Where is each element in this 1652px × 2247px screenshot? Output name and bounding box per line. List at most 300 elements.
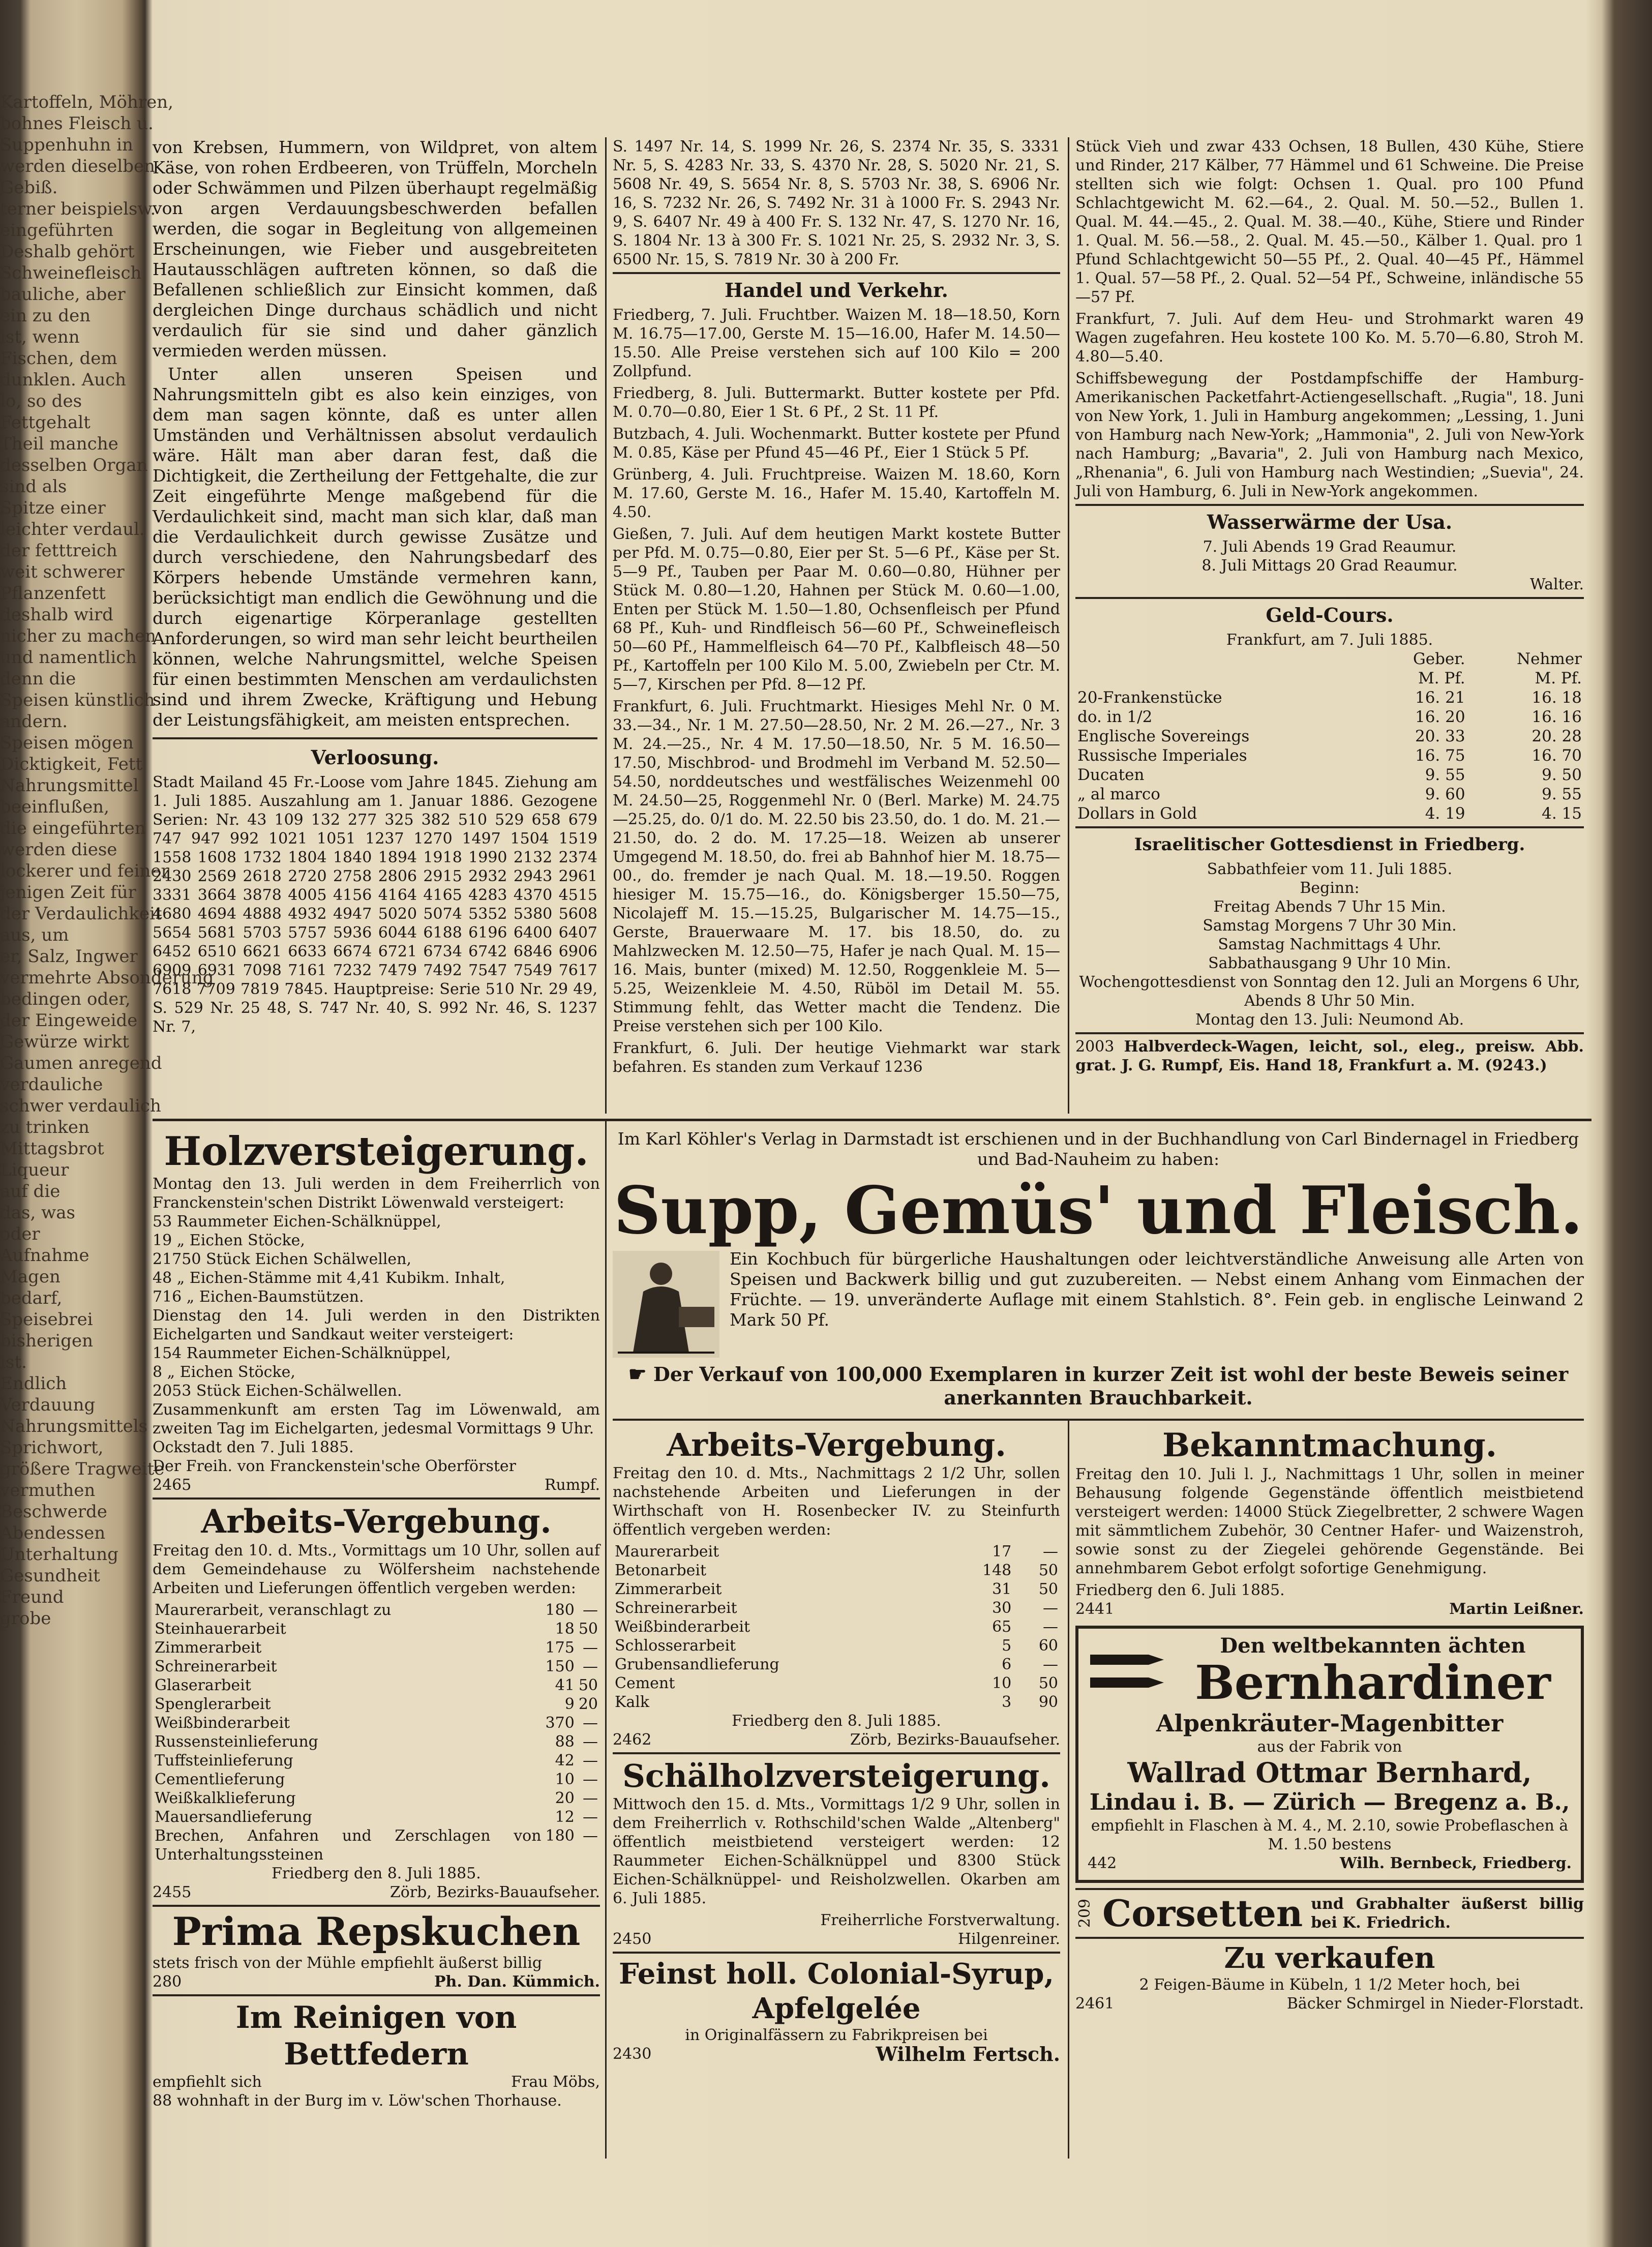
repskuchen-text: stets frisch von der Mühle empfiehlt äußerst billig <box>153 1954 543 1972</box>
geld-heading: Geld-Cours. <box>1266 604 1394 626</box>
table-row <box>153 1732 600 1751</box>
margin-fragment: Verdauung <box>0 1395 96 1415</box>
column-rule <box>605 1121 607 2159</box>
margin-fragment: vermuthen <box>0 1480 96 1501</box>
book-banner <box>613 1363 1584 1410</box>
book-banner-text: Der Verkauf von 100,000 Exemplaren in kurzer Zeit ist wohl der beste Beweis seiner anerkannten Brauchbarkeit. <box>653 1363 1569 1409</box>
gottesdienst-lines <box>1075 860 1584 1029</box>
holz-heading: Holzversteigerung. <box>164 1128 589 1175</box>
column-2 <box>613 137 1060 1080</box>
margin-fragment: eingeführten <box>0 220 114 241</box>
holz-line: 48 „ Eichen-Stämme mit 4,41 Kubikm. Inhalt, <box>153 1269 505 1287</box>
wagen-ad-text: Halbverdeck-Wagen, leicht, sol., eleg., preisw. Abb. grat. J. G. Rumpf, Eis. Hand 18, Frankfurt a. M. (9243.) <box>1075 1038 1584 1074</box>
margin-fragment: deshalb wird <box>0 605 113 625</box>
article-paragraph-2: Unter allen unseren Speisen und Nahrungsmitteln gibt es also kein einziges, von dem man sagen könnte, daß es unter allen Umständen und Verhältnissen absolut verdaulich wäre. Hält man aber daran fest, daß die Dichtigkeit, die Zertheilung der Fettgehalte, die zur Zeit eingeführte Menge maßgebend für die Verdaulichkeit sind, macht man sich klar, daß man die Verdaulichkeit durch gewisse Zusätze und durch verschiedene, den Nahrungsbedarf des Körpers hebende Umstände vermehren kann, berücksichtigt man endlich die Gewöhnung und die durch eigenartige Körperanlage gestellten Anforderungen, so wird man sehr leicht beurtheilen können, welche Nahrungsmittel, welche Speisen für einen bestimmten Menschen am verdaulichsten sind und ihrem Zwecke, Kräftigung und Hebung der Leistungsfähigkeit, am meisten entsprechen. <box>153 364 597 730</box>
margin-fragment: auf die <box>0 1181 61 1202</box>
market-reports <box>613 306 1060 1076</box>
work-mark: 65 <box>992 1618 1012 1636</box>
geld-nehmer: 16. 16 <box>1531 708 1582 726</box>
market-report: Frankfurt, 6. Juli. Der heutige Viehmarkt war stark befahren. Es standen zum Verkauf 1236 <box>613 1039 1060 1076</box>
table-row <box>153 1789 600 1808</box>
work-item: Cementlieferung <box>155 1771 285 1788</box>
verkaufen-heading: Zu verkaufen <box>1224 1941 1435 1975</box>
table-row <box>613 1561 1060 1580</box>
table-row <box>153 1657 600 1676</box>
work-mark: 41 <box>555 1676 575 1694</box>
margin-fragment: Deshalb gehört <box>0 242 135 262</box>
geld-nehmer: 9. 50 <box>1542 766 1582 784</box>
bernhardiner-ad <box>1075 1626 1584 1883</box>
work-pfennig: — <box>1043 1656 1058 1673</box>
work-item: Grubensandlieferung <box>615 1656 779 1673</box>
margin-fragment: nicher zu machen <box>0 626 156 646</box>
wagen-ad <box>1075 1037 1584 1075</box>
column-rule <box>1068 137 1069 1114</box>
work-pfennig: 90 <box>1038 1693 1058 1711</box>
work-mark: 12 <box>555 1808 575 1826</box>
arbeit2-date: Friedberg den 8. Juli 1885. <box>732 1712 941 1730</box>
column-rule <box>605 137 607 1114</box>
ad-number: 280 <box>153 1973 182 1991</box>
margin-fragment: denn die <box>0 669 76 689</box>
work-mark: 3 <box>1002 1693 1012 1711</box>
margin-fragment: größere Tragweite <box>0 1459 165 1479</box>
margin-fragment: grobe <box>0 1608 51 1629</box>
margin-fragment: Nahrungsmittels <box>0 1416 148 1436</box>
holz-line: Montag den 13. Juli werden in dem Freiherrlich von Franckenstein'schen Distrikt Löwenwald versteigert: <box>153 1175 600 1212</box>
geld-nehmer: 16. 18 <box>1531 688 1582 707</box>
margin-fragment: Schweinefleisch <box>0 263 142 283</box>
section-rule <box>613 1419 1584 1421</box>
work-item: Weißbinderarbeit <box>155 1714 290 1732</box>
work-item: Weißbinderarbeit <box>615 1618 750 1636</box>
geld-nehmer: 20. 28 <box>1531 727 1582 745</box>
geld-label: 20-Frankenstücke <box>1077 688 1222 707</box>
ad-number: 442 <box>1088 1854 1117 1872</box>
geld-row <box>1075 727 1584 746</box>
column-3 <box>1075 137 1584 1075</box>
market-report: Frankfurt, 6. Juli. Fruchtmarkt. Hiesiges Mehl Nr. 0 M. 33.—34., Nr. 1 M. 27.50—28.50, Nr. 2 M. 26.—27., Nr. 3 M. 24.—25., Nr. 4 M. 17.50—18.50, Nr. 5 M. 16.50—17.50, Mischbrod- und Brodmehl im Verband M. 52.50—54.50, norddeutsches und westfälisches Weizenmehl 00 M. 24.50—25, Roggenmehl Nr. 0 (Berl. Marke) M. 24.75—25.25, do. 0/1 do. M. 22.50 bis 23.50, do. 1 do. M. 21.—21.50, do. 2 do. M. 17.25—18. Weizen ab unserer Umgegend M. 18.50, do. frei ab Bahnhof hier M. 18.75—00., do. fremder je nach Qual. M. 18.—19.50. Roggen hiesiger M. 15.75—16., do. Königsberger 15.50—75, Nicolajeff M. 15.—15.25, Bulgarischer M. 14.75—15., Gerste, Brauerwaare M. 17. bis 18.50, do. zu Mahlzwecken M. 12.50—75, Hafer je nach Qual. M. 15—16. Mais, bunter (mixed) M. 12.50, Roggenkleie M. 5—5.25, Weizenkleie M. 4.50, Rüböl im Detail M. 55. Stimmung fehlt, das Wetter macht die Tendenz. Die Preise verstehen sich per 100 Kilo. <box>613 698 1060 1035</box>
bernhardiner-sign: Wilh. Bernbeck, Friedberg. <box>1339 1854 1572 1872</box>
ad-number: 2450 <box>613 1930 652 1948</box>
margin-fragment: der Eingeweide <box>0 1010 138 1031</box>
cook-illustration-icon <box>613 1251 719 1358</box>
margin-fragment: das, was <box>0 1203 75 1223</box>
margin-fragment: bedarf, <box>0 1288 63 1308</box>
bernhardiner-from: aus der Fabrik von <box>1257 1738 1402 1756</box>
geld-geber: 9. 55 <box>1425 766 1465 784</box>
geld-label: Ducaten <box>1077 766 1145 784</box>
arbeit1-date: Friedberg den 8. Juli 1885. <box>272 1865 481 1882</box>
table-row <box>613 1580 1060 1599</box>
gottesdienst-line: Samstag Morgens 7 Uhr 30 Min. <box>1203 917 1457 935</box>
work-item: Schreinerarbeit <box>615 1599 737 1617</box>
geld-nehmer: 9. 55 <box>1542 785 1582 803</box>
bernhardiner-sub: Alpenkräuter-Magenbitter <box>1156 1710 1504 1737</box>
margin-fragment: desselben Organ <box>0 455 148 475</box>
geld-label: Englische Sovereings <box>1077 727 1250 745</box>
ad-number: 209 <box>1076 1899 1094 1928</box>
work-item: Zimmerarbeit <box>155 1639 262 1657</box>
margin-fragment: der fetttreich <box>0 541 117 561</box>
schaelholz-sign2: Hilgenreiner. <box>958 1930 1060 1948</box>
bekanntmachung-heading: Bekanntmachung. <box>1162 1426 1497 1464</box>
geld-col-unit: M. Pf. <box>1418 669 1465 687</box>
ads-left-column <box>153 1129 600 2110</box>
geld-row <box>1075 707 1584 727</box>
table-row <box>153 1620 600 1638</box>
margin-fragment: beeinflußen, <box>0 797 109 817</box>
table-row <box>613 1674 1060 1693</box>
table-row <box>613 1617 1060 1636</box>
book-intro: Im Karl Köhler's Verlag in Darmstadt ist erschienen und in der Buchhandlung von Carl Bindernagel in Friedberg und Bad-Nauheim zu haben: <box>617 1129 1579 1169</box>
table-row <box>613 1599 1060 1617</box>
work-mark: 180 <box>545 1601 575 1619</box>
geld-nehmer: 4. 15 <box>1542 804 1582 823</box>
margin-fragment: Speisen künstlich <box>0 690 155 710</box>
column-1 <box>153 137 597 1039</box>
gottesdienst-line: Montag den 13. Juli: Neumond Ab. <box>1195 1011 1464 1029</box>
margin-fragment: bauliche, aber <box>0 284 126 305</box>
corsetten-heading: Corsetten <box>1102 1892 1303 1935</box>
work-mark: 370 <box>545 1714 575 1732</box>
work-mark: 10 <box>555 1771 575 1788</box>
bettfedern-text: empfiehlt sich <box>153 2073 262 2091</box>
work-mark: 180 <box>545 1827 575 1845</box>
geld-row <box>1075 765 1584 785</box>
bettfedern-name: Frau Möbs, <box>511 2073 600 2091</box>
bettfedern-line <box>153 2073 600 2091</box>
bekanntmachung-text: Freitag den 10. Juli l. J., Nachmittags 1 Uhr, sollen in meiner Behausung folgende Gegenstände öffentlich meistbietend versteigert werden: 14000 Stück Ziegelbretter, 2 schwere Wagen mit sämmtlichem Zubehör, 30 Centner Hafer- und Waizenstroh, sowie sonst zu der Ziegelei gehörende Gegenstände. Bei annehmbarem Gebot erfolgt sofortige Genehmigung. <box>1075 1465 1584 1577</box>
arbeit2-table <box>613 1542 1060 1712</box>
schaelholz-sign: Freiherrliche Forstverwaltung. <box>820 1911 1060 1929</box>
bernhardiner-maker: Wallrad Ottmar Bernhard, <box>1127 1756 1532 1789</box>
ad-number: 2455 <box>153 1883 192 1901</box>
work-item: Schreinerarbeit <box>155 1658 277 1675</box>
bernhardiner-footer <box>1088 1854 1572 1873</box>
margin-fragment: schwer verdaulich <box>0 1096 161 1116</box>
margin-fragment: dunklen. Auch <box>0 370 127 390</box>
bernhardiner-cities: Lindau i. B. — Zürich — Bregenz a. B., <box>1089 1789 1570 1815</box>
arbeit2-intro: Freitag den 10. d. Mts., Nachmittags 2 1/2 Uhr, sollen nachstehende Arbeiten und Lieferungen in der Wirthschaft von H. Rosenbecker IV. zu Steinfurth öffentlich vergeben werden: <box>613 1464 1060 1539</box>
gottesdienst-line: Freitag Abends 7 Uhr 15 Min. <box>1213 898 1446 916</box>
table-row <box>153 1638 600 1657</box>
geld-label: Russische Imperiales <box>1077 746 1247 765</box>
gottesdienst-line: Beginn: <box>1300 879 1360 897</box>
holz-line: Ockstadt den 7. Juli 1885. <box>153 1439 354 1456</box>
work-mark: 30 <box>992 1599 1012 1617</box>
margin-fragment: ist. <box>0 1352 27 1372</box>
ad-number: 88 <box>153 2092 172 2110</box>
work-pfennig: — <box>583 1789 598 1807</box>
margin-fragment: oder <box>0 1224 40 1244</box>
ad-number: 2462 <box>613 1731 652 1749</box>
geld-geber: 4. 19 <box>1425 804 1465 823</box>
margin-fragment: vermehrte Absonderung <box>0 968 214 988</box>
market-report: Friedberg, 8. Juli. Buttermarkt. Butter kostete per Pfd. M. 0.70—0.80, Eier 1 St. 6 Pf., 2 St. 11 Pf. <box>613 384 1060 421</box>
syrup-text: in Originalfässern zu Fabrikpreisen bei <box>685 2026 988 2044</box>
table-row <box>153 1808 600 1826</box>
work-pfennig: — <box>583 1658 598 1675</box>
work-pfennig: 60 <box>1038 1637 1058 1655</box>
geld-geber: 16. 75 <box>1415 746 1465 765</box>
margin-fragment: Speisebrei <box>0 1309 93 1330</box>
repskuchen-footer <box>153 1972 600 1991</box>
margin-fragment: verdauliche <box>0 1074 103 1095</box>
margin-fragment: aus, um <box>0 925 69 945</box>
geld-nehmer: 16. 70 <box>1531 746 1582 765</box>
margin-fragment: Fischen, dem <box>0 348 117 369</box>
market-report: Butzbach, 4. Juli. Wochenmarkt. Butter kostete per Pfund M. 0.85, Käse per Pfund 45—46 Pf., Eier 1 Stück 5 Pf. <box>613 425 1060 462</box>
geld-col-header: Geber. <box>1413 650 1465 668</box>
margin-fragment: ein zu den <box>0 306 91 326</box>
work-mark: 148 <box>982 1562 1012 1579</box>
geld-geber: 16. 21 <box>1415 688 1465 707</box>
margin-fragment: der Verdaulichkeit <box>0 904 162 924</box>
gottesdienst-line: Sabbathausgang 9 Uhr 10 Min. <box>1208 954 1451 972</box>
market-report: Grünberg, 4. Juli. Fruchtpreise. Waizen M. 18.60, Korn M. 17.60, Gerste M. 16., Hafer M. 15.40, Kartoffeln M. 4.50. <box>613 466 1060 521</box>
bettfedern-heading: Im Reinigen von Bettfedern <box>235 2000 517 2072</box>
verloosung-heading: Verloosung. <box>311 746 439 769</box>
syrup-heading: Feinst holl. Colonial-Syrup, <box>619 1957 1054 1991</box>
margin-fragment: lo, so des <box>0 391 82 411</box>
ads-right-column <box>1075 1426 1584 2013</box>
margin-fragment: andern. <box>0 711 68 732</box>
work-mark: 150 <box>545 1658 575 1675</box>
table-row <box>613 1655 1060 1674</box>
work-pfennig: — <box>583 1808 598 1826</box>
table-row <box>613 1636 1060 1655</box>
margin-fragment: Unterhaltung <box>0 1544 118 1565</box>
work-pfennig: — <box>583 1733 598 1751</box>
work-pfennig: — <box>583 1639 598 1657</box>
repskuchen-heading: Prima Repskuchen <box>172 1909 581 1954</box>
margin-fragment: Beschwerde <box>0 1502 107 1522</box>
bekanntmachung-date: Friedberg den 6. Juli 1885. <box>1075 1581 1285 1599</box>
work-item: Russensteinlieferung <box>155 1733 318 1751</box>
bettfedern-footer <box>153 2091 600 2110</box>
margin-fragment: jenigen Zeit für <box>0 882 136 903</box>
margin-fragment: terner beispielsw. <box>0 199 156 219</box>
work-item: Brechen, Anfahren und Zerschlagen von Unterhaltungssteinen <box>155 1827 542 1864</box>
column-rule <box>1068 1419 1069 2159</box>
apfelgelee-heading: Apfelgelée <box>752 1992 921 2025</box>
arbeit1-footer <box>153 1883 600 1902</box>
ads-middle-column <box>613 1426 1060 2063</box>
geld-label: do. in 1/2 <box>1077 708 1153 726</box>
margin-fragment: Kartoffeln, Möhren, <box>0 92 173 112</box>
holz-line: 53 Raummeter Eichen-Schälknüppel, <box>153 1213 441 1231</box>
work-pfennig: — <box>583 1752 598 1770</box>
work-pfennig: 50 <box>1038 1674 1058 1692</box>
margin-fragment: Sprichwort, <box>0 1437 104 1458</box>
work-item: Maurerarbeit, veranschlagt zu <box>155 1601 392 1619</box>
schaelholz-text: Mittwoch den 15. d. Mts., Vormittags 1/2 9 Uhr, sollen in dem Freiherrlich v. Rothschild'schen Walde „Altenberg" öffentlich meistbietend versteigert werden: 12 Raummeter Eichen-Schälknüppel und 8300 Stück Eichen-Schälknüppel- und Reisholzwellen. Okarben am 6. Juli 1885. <box>613 1795 1060 1907</box>
work-pfennig: 20 <box>578 1695 598 1713</box>
schaelholz-footer <box>613 1930 1060 1949</box>
heu-text: Frankfurt, 7. Juli. Auf dem Heu- und Strohmarkt waren 49 Wagen zugefahren. Heu kostete 100 Ko. M. 5.70—6.80, Stroh M. 4.80—5.40. <box>1075 310 1584 366</box>
arbeit2-sign: Zörb, Bezirks-Bauaufseher. <box>850 1731 1060 1749</box>
holz-lines <box>153 1175 600 1476</box>
wasser-line: 8. Juli Mittags 20 Grad Reaumur. <box>1202 557 1458 575</box>
margin-fragment: werden dieselben <box>0 156 156 176</box>
margin-fragment: Endlich <box>0 1373 67 1394</box>
margin-fragment: bohnes Fleisch u. <box>0 113 154 134</box>
work-item: Glaserarbeit <box>155 1676 251 1694</box>
work-pfennig: — <box>583 1771 598 1788</box>
work-mark: 42 <box>555 1752 575 1770</box>
work-mark: 175 <box>545 1639 575 1657</box>
work-item: Tuffsteinlieferung <box>155 1752 293 1770</box>
geld-geber: 9. 60 <box>1425 785 1465 803</box>
vieh-text: Stück Vieh und zwar 433 Ochsen, 18 Bullen, 430 Kühe, Stiere und Rinder, 217 Kälber, 77 Hämmel und 61 Schweine. Die Preise stellten sich wie folgt: Ochsen 1. Qual. pro 100 Pfund Schlachtgewicht M. 62.—64., 2. Qual. M. 50.—52., Bullen 1. Qual. M. 44.—45., 2. Qual. M. 38.—40., Kühe, Stiere und Rinder 1. Qual. M. 56.—58., 2. Qual. M. 45.—50., Kälber 1. Qual. pro 1 Pfund Schlachtgewicht 50—55 Pf., 2. Qual. 40—45 Pf., Hämmel 1. Qual. 57—58 Pf., 2. Qual. 52—54 Pf., Schweine, inländische 55—57 Pf. <box>1075 138 1584 306</box>
work-pfennig: — <box>583 1601 598 1619</box>
margin-fragment: lockerer und feiner <box>0 861 169 881</box>
market-report: Friedberg, 7. Juli. Fruchtber. Waizen M. 18—18.50, Korn M. 16.75—17.00, Gerste M. 15—16.00, Hafer M. 14.50—15.50. Alle Preise verstehen sich auf 100 Kilo = 200 Zollpfund. <box>613 306 1060 380</box>
table-row <box>613 1693 1060 1712</box>
geld-row <box>1075 746 1584 765</box>
margin-fragment: Liqueur <box>0 1160 69 1180</box>
holz-line: 8 „ Eichen Stöcke, <box>153 1363 295 1381</box>
margin-fragment: bedingen oder, <box>0 989 131 1009</box>
bernhardiner-text: empfiehlt in Flaschen à M. 4., M. 2.10, sowie Probeflaschen à M. 1.50 bestens <box>1091 1817 1569 1853</box>
wasser-sign: Walter. <box>1529 576 1584 593</box>
table-row <box>153 1770 600 1789</box>
holz-line: 21750 Stück Eichen Schälwellen, <box>153 1250 412 1268</box>
margin-fragment: Magen <box>0 1267 61 1287</box>
margin-fragment: Dicktigkeit, Fett <box>0 754 143 774</box>
margin-fragment: sind als <box>0 476 67 497</box>
table-row <box>153 1714 600 1732</box>
work-pfennig: 50 <box>1038 1580 1058 1598</box>
work-item: Kalk <box>615 1693 650 1711</box>
ad-number: 2430 <box>613 2045 652 2063</box>
margin-fragment: die eingeführten <box>0 818 146 838</box>
margin-fragment: Gaumen anregend <box>0 1053 162 1073</box>
ad-number: 2441 <box>1075 1600 1115 1618</box>
margin-fragment: Gesundheit <box>0 1566 100 1586</box>
book-ad <box>613 1129 1584 1410</box>
holz-line: 154 Raummeter Eichen-Schälknüppel, <box>153 1344 451 1362</box>
margin-fragment: Freund <box>0 1587 64 1607</box>
margin-fragment: Suppenhuhn in <box>0 135 133 155</box>
geld-row <box>1075 785 1584 804</box>
margin-fragment: Aufnahme <box>0 1245 89 1266</box>
work-item: Weißkalklieferung <box>155 1789 296 1807</box>
geld-col-header: Nehmer <box>1517 650 1582 668</box>
geld-geber: 16. 20 <box>1415 708 1465 726</box>
work-pfennig: 50 <box>578 1620 598 1638</box>
work-item: Mauersandlieferung <box>155 1808 312 1826</box>
work-pfennig: — <box>1043 1543 1058 1561</box>
work-pfennig: 50 <box>578 1676 598 1694</box>
work-mark: 88 <box>555 1733 575 1751</box>
wasser-heading: Wasserwärme der Usa. <box>1207 511 1453 533</box>
gottesdienst-line: Samstag Nachmittags 4 Uhr. <box>1218 936 1441 953</box>
gottesdienst-line: Sabbathfeier vom 11. Juli 1885. <box>1207 860 1453 878</box>
ad-number: 2465 <box>153 1476 192 1494</box>
arbeit1-table <box>153 1601 600 1864</box>
market-report: Gießen, 7. Juli. Auf dem heutigen Markt kostete Butter per Pfd. M. 0.75—0.80, Eier per St. 5—6 Pf., Käse per St. 5—9 Pf., Tauben per Paar M. 0.60—0.80, Hühner per Stück M. 0.80—1.20, Hahnen per Stück M. 0.60—1.00, Enten per Stück M. 1.50—1.80, Ochsenfleisch per Pfund 68 Pf., Kuh- und Rindfleisch 56—60 Pf., Schweinefleisch 50—60 Pf., Hammelfleisch 64—70 Pf., Kalbfleisch 48—50 Pf., Kartoffeln per 100 Kilo M. 5.00, Zwiebeln per Ctr. M. 5—7, Kirschen per Pfd. 8—12 Pf. <box>613 525 1060 694</box>
newspaper-page <box>153 137 1591 2161</box>
work-pfennig: — <box>1043 1618 1058 1636</box>
book-text: Ein Kochbuch für bürgerliche Haushaltungen oder leichtverständliche Anweisung alle Arten von Speisen und Backwerk billig und gut zuzubereiten. — Nebst einem Anhang vom Einmachen der Früchte. — 19. unveränderte Auflage mit einem Stahlstich. 8°. Fein geb. in englische Leinwand 2 Mark 50 Pf. <box>730 1249 1584 1330</box>
serie-text: S. 1497 Nr. 14, S. 1999 Nr. 26, S. 2374 Nr. 35, S. 3331 Nr. 5, S. 4283 Nr. 33, S. 4370 Nr. 28, S. 5020 Nr. 21, S. 5608 Nr. 49, S. 5654 Nr. 8, S. 5703 Nr. 38, S. 6906 Nr. 16, S. 7232 Nr. 26, S. 7492 Nr. 31 à 1000 Fr. S. 2943 Nr. 9, S. 6407 Nr. 49 à 400 Fr. S. 132 Nr. 47, S. 1270 Nr. 16, S. 1804 Nr. 13 à 300 Fr. S. 1021 Nr. 25, S. 2932 Nr. 3, S. 6500 Nr. 15, S. 7819 Nr. 30 à 200 Fr. <box>613 138 1060 268</box>
book-title: Supp, Gemüs' und Fleisch. <box>613 1173 1583 1249</box>
corsetten-text: und Grabhalter äußerst billig bei K. Friedrich. <box>1311 1895 1584 1932</box>
margin-fragment: Mittagsbrot <box>0 1139 104 1159</box>
work-pfennig: 50 <box>1038 1562 1058 1579</box>
work-item: Betonarbeit <box>615 1562 707 1579</box>
geld-geber: 20. 33 <box>1415 727 1465 745</box>
work-mark: 18 <box>555 1620 575 1638</box>
verloosung-text: Stadt Mailand 45 Fr.-Loose vom Jahre 1845. Ziehung am 1. Juli 1885. Auszahlung am 1. Januar 1886. Gezogene Serien: Nr. 43 109 132 277 325 382 510 529 658 679 747 947 992 1021 1051 1237 1270 1497 1504 1519 1558 1608 1732 1804 1840 1894 1918 1990 2132 2374 2430 2569 2618 2720 2758 2806 2915 2932 2943 2961 3331 3664 3878 4005 4156 4164 4165 4283 4370 4515 4680 4694 4888 4932 4947 5020 5074 5352 5380 5608 5654 5681 5703 5757 5936 6044 6188 6196 6400 6407 6452 6510 6621 6633 6674 6721 6734 6742 6846 6906 6909 6931 7098 7161 7232 7479 7492 7547 7549 7617 7618 7709 7819 7845. Hauptpreise: Serie 510 Nr. 29 49, S. 529 Nr. 25 48, S. 747 Nr. 40, S. 992 Nr. 46, S. 1237 Nr. 7, <box>153 773 597 1036</box>
holz-sign: Rumpf. <box>544 1476 600 1494</box>
verkaufen-sign: Bäcker Schmirgel in Nieder-Florstadt. <box>1286 1995 1584 2013</box>
geld-subheading: Frankfurt, am 7. Juli 1885. <box>1226 631 1433 649</box>
gottesdienst-heading: Israelitischer Gottesdienst in Friedberg. <box>1134 834 1525 855</box>
table-row <box>153 1676 600 1695</box>
work-item: Zimmerarbeit <box>615 1580 722 1598</box>
geld-col-unit: M. Pf. <box>1535 669 1582 687</box>
holz-line: 19 „ Eichen Stöcke, <box>153 1232 305 1249</box>
work-mark: 6 <box>1002 1656 1012 1673</box>
holz-line: 716 „ Eichen-Baumstützen. <box>153 1288 364 1306</box>
arbeit2-heading: Arbeits-Vergebung. <box>667 1426 1006 1463</box>
work-mark: 31 <box>992 1580 1012 1598</box>
holz-footer <box>153 1476 600 1494</box>
bettfedern-address: wohnhaft in der Burg im v. Löw'schen Thorhause. <box>176 2092 562 2110</box>
holz-line: Dienstag den 14. Juli werden in den Distrikten Eichelgarten und Sandkaut weiter versteigert: <box>153 1307 600 1343</box>
table-row <box>153 1601 600 1620</box>
margin-fragment: Nahrungsmittel <box>0 775 139 796</box>
schiff-text: Schiffsbewegung der Postdampfschiffe der Hamburg-Amerikanischen Packetfahrt-Actiengesellschaft. „Rugia", 18. Juni von New York, 1. Juli in Hamburg angekommen; „Lessing, 1. Juni von Hamburg nach New-York; „Hammonia", 2. Juli von New-York nach Hamburg; „Bavaria", 2. Juli von Hamburg nach Mexico, „Rhenania", 6. Juli von Hamburg nach Westindien; „Suevia", 24. Juli von Hamburg, 6. Juli in New-York angekommen. <box>1075 370 1584 500</box>
arbeit1-sign: Zörb, Bezirks-Bauaufseher. <box>389 1883 600 1901</box>
work-pfennig: — <box>583 1714 598 1732</box>
margin-fragment: Speisen mögen <box>0 733 134 753</box>
geld-row <box>1075 804 1584 823</box>
margin-fragment: ist, wenn <box>0 327 80 347</box>
margin-fragment: Spitze einer <box>0 498 106 518</box>
margin-fragment: Theil manche <box>0 434 118 454</box>
verkaufen-footer <box>1075 1994 1584 2013</box>
pointing-hand-icon: ☛ <box>628 1362 647 1386</box>
margin-fragment: Gebiß. <box>0 177 58 198</box>
handel-heading: Handel und Verkehr. <box>725 279 948 302</box>
work-mark: 20 <box>555 1789 575 1807</box>
margin-fragment: er, Salz, Ingwer <box>0 946 138 967</box>
table-row <box>613 1542 1060 1561</box>
margin-fragment: zu trinken <box>0 1117 89 1137</box>
margin-fragment: Abendessen <box>0 1523 106 1543</box>
margin-fragment: werden diese <box>0 840 117 860</box>
bernhardiner-top: Den weltbekannten ächten <box>1220 1634 1526 1658</box>
margin-fragment: weit schwerer <box>0 562 125 582</box>
article-paragraph-1: von Krebsen, Hummern, von Wildpret, von altem Käse, von rohen Erdbeeren, von Trüffeln, Morcheln oder Schwämmen und Pilzen überhaupt regelmäßig von argen Verdauungsbeschwerden befallen werden, die sogar in Begleitung von allgemeinen Erscheinungen, wie Fieber und ausgebreiteten Hautausschlägen auftreten können, so daß die Befallenen schließlich zur Einsicht kommen, daß dergleichen Dinge durchaus schädlich und nicht verdaulich für sie sind und daher gänzlich vermieden werden müssen. <box>153 137 597 361</box>
pointing-hands-icon <box>1088 1644 1174 1700</box>
syrup-sign: Wilhelm Fertsch. <box>876 2043 1060 2065</box>
table-row <box>153 1751 600 1770</box>
arbeit2-footer <box>613 1730 1060 1749</box>
holz-line: Der Freih. von Franckenstein'sche Oberförster <box>153 1457 516 1475</box>
syrup-footer <box>613 2045 1060 2063</box>
margin-fragment: Pflanzenfett <box>0 583 106 604</box>
corsetten-ad <box>1075 1892 1584 1935</box>
repskuchen-sign: Ph. Dan. Kümmich. <box>434 1973 600 1991</box>
ad-number: 2461 <box>1075 1995 1115 2013</box>
table-row <box>153 1826 600 1864</box>
work-mark: 9 <box>564 1695 575 1713</box>
